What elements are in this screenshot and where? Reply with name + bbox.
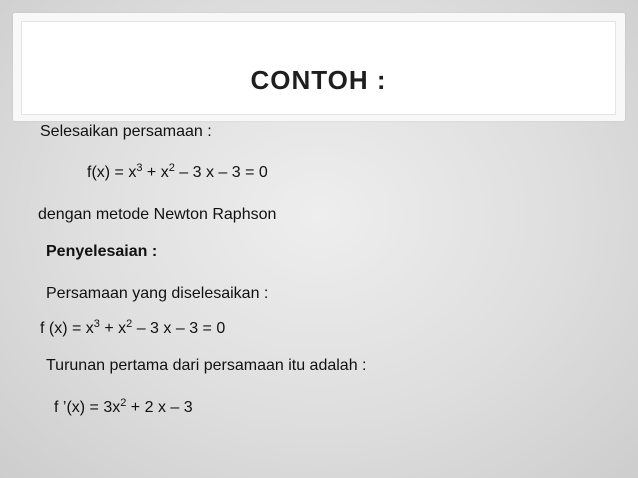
- equation-3-power-2: 2: [120, 397, 127, 409]
- derivative-label: Turunan pertama dari persamaan itu adalah :: [46, 357, 367, 374]
- equation-1: [87, 164, 268, 182]
- equation-2-part-a: f (x) = x: [40, 320, 94, 337]
- equation-2-power-2: 2: [126, 318, 133, 330]
- title-box: [21, 21, 616, 115]
- slide-title: CONTOH :: [250, 65, 387, 95]
- equation-1-part-a: f(x) = x: [87, 164, 137, 181]
- equation-1-power-2: 2: [168, 162, 175, 174]
- equation-3-part-a: f ’(x) = 3x: [54, 399, 121, 416]
- equation-3-part-b: + 2 x – 3: [126, 399, 193, 416]
- title-frame: [13, 13, 625, 121]
- equation-3: [54, 399, 193, 417]
- equation-2-part-b: + x: [99, 320, 127, 337]
- equation-2-power-3: 3: [93, 318, 100, 330]
- equation-1-part-b: + x: [142, 164, 169, 181]
- equation-2: [40, 320, 225, 338]
- equation-1-part-c: – 3 x – 3 = 0: [174, 164, 268, 181]
- equation-2-part-c: – 3 x – 3 = 0: [132, 320, 226, 337]
- solution-heading: Penyelesaian :: [46, 243, 158, 260]
- equation-label: Persamaan yang diselesaikan :: [46, 285, 269, 302]
- instruction-text: Selesaikan persamaan :: [40, 123, 212, 140]
- equation-1-power-3: 3: [136, 162, 143, 174]
- method-text: dengan metode Newton Raphson: [38, 206, 277, 223]
